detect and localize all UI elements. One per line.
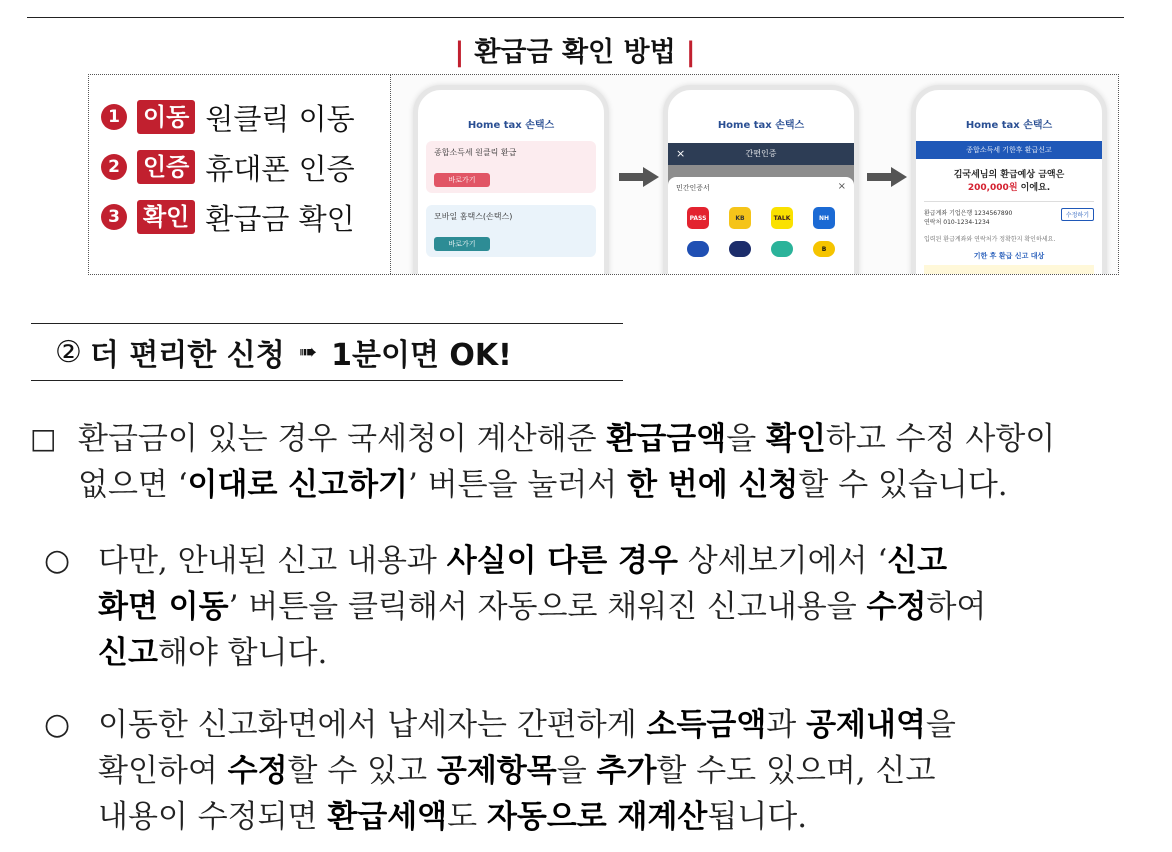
refund-summary: 김국세님의 환급예상 금액은 200,000원 이에요.	[953, 170, 1065, 193]
title-bar-left: |	[454, 37, 465, 68]
step-text: 원클릭 이동	[205, 101, 355, 136]
circle-bullet-icon: ○	[44, 707, 71, 742]
hometax-logo: Home tax 손택스	[717, 120, 805, 131]
steps-list	[89, 75, 391, 274]
info-box	[88, 74, 1119, 275]
go-button[interactable]: 바로가기	[434, 173, 490, 187]
refund-amount: 200,000원	[967, 183, 1018, 193]
target-box	[924, 265, 1094, 274]
paragraph-sub-1	[0, 538, 1172, 676]
naver-app-icon[interactable]	[771, 241, 793, 257]
oneclick-refund-card[interactable]: 종합소득세 원클릭 환급 바로가기	[426, 141, 596, 193]
woori-app-icon[interactable]	[729, 241, 751, 257]
phone-simple-auth	[663, 85, 859, 274]
kb-app-icon[interactable]: KB	[729, 207, 751, 229]
sheet-title: 민간인증서	[676, 184, 710, 192]
section-title: | 환급금 확인 방법 |	[454, 37, 696, 68]
step-number: 3	[101, 204, 127, 230]
step-number: 1	[101, 104, 127, 130]
phone-hometax-main	[413, 85, 609, 274]
subheading: ② 더 편리한 신청 ➠ 1분이면 OK!	[31, 323, 623, 381]
para-line: 환급금이 있는 경우 국세청이 계산해준 환급금액을 확인하고 수정 사항이	[78, 421, 1056, 457]
circle-bullet-icon: ○	[44, 543, 71, 578]
nh-app-icon[interactable]: NH	[813, 207, 835, 229]
step-3	[89, 199, 390, 235]
close-icon[interactable]: ×	[837, 181, 846, 192]
step-tag: 확인	[137, 200, 195, 234]
square-bullet-icon: □	[30, 422, 57, 455]
pass-app-icon[interactable]: PASS	[687, 207, 709, 229]
arrow-right-icon	[619, 167, 659, 187]
account-info: 환급계좌 기업은행 1234567890 연락처 010-1234-1234 수정하기	[924, 201, 1094, 226]
cert-app-grid	[676, 207, 846, 257]
phone-screenshots	[391, 75, 1118, 274]
paragraph-main	[0, 416, 1172, 508]
paragraph-sub-2	[0, 702, 1172, 840]
step-number: 2	[101, 154, 127, 180]
step-tag: 이동	[137, 100, 195, 134]
step-text: 환급금 확인	[205, 201, 355, 236]
edit-button[interactable]: 수정하기	[1061, 208, 1094, 221]
circled-number: ②	[55, 334, 82, 370]
para-line: 없으면 ‘이대로 신고하기’ 버튼을 눌러서 한 번에 신청할 수 있습니다.	[78, 467, 1008, 503]
step-text: 휴대폰 인증	[205, 151, 355, 186]
arrow-icon: ➠	[298, 339, 318, 365]
para-line: 확인하여 수정할 수 있고 공제항목을 추가할 수도 있으며, 신고	[98, 753, 936, 789]
account-note: 입력된 환급계좌와 연락처가 정확한지 확인하세요.	[924, 236, 1056, 243]
step-1	[89, 99, 390, 135]
cert-sheet	[668, 177, 854, 263]
step-2	[89, 149, 390, 185]
top-rule	[27, 17, 1124, 18]
kakao-app-icon[interactable]: TALK	[771, 207, 793, 229]
bank-app-icon[interactable]: B	[813, 241, 835, 257]
mobile-hometax-card[interactable]: 모바일 홈택스(손택스) 바로가기	[426, 205, 596, 257]
auth-header: × 간편인증	[668, 143, 854, 165]
para-line: 내용이 수정되면 환급세액도 자동으로 재계산됩니다.	[98, 799, 808, 835]
para-line: 이동한 신고화면에서 납세자는 간편하게 소득금액과 공제내역을	[98, 707, 956, 743]
step-tag: 인증	[137, 150, 195, 184]
hometax-logo: Home tax 손택스	[965, 120, 1053, 131]
para-line: 화면 이동’ 버튼을 클릭해서 자동으로 채워진 신고내용을 수정하여	[98, 589, 987, 625]
phone-refund-result	[911, 85, 1107, 274]
refund-header: 종합소득세 기한후 환급신고	[916, 141, 1102, 159]
hometax-logo: Home tax 손택스	[467, 120, 555, 131]
arrow-right-icon	[867, 167, 907, 187]
go-button[interactable]: 바로가기	[434, 237, 490, 251]
title-bar-right: |	[685, 37, 696, 68]
close-icon[interactable]: ×	[676, 147, 686, 160]
para-line: 신고해야 합니다.	[98, 635, 328, 671]
para-line: 다만, 안내된 신고 내용과 사실이 다른 경우 상세보기에서 ‘신고	[98, 543, 948, 579]
shinhan-app-icon[interactable]	[687, 241, 709, 257]
target-title: 기한 후 환급 신고 대상	[973, 252, 1045, 260]
